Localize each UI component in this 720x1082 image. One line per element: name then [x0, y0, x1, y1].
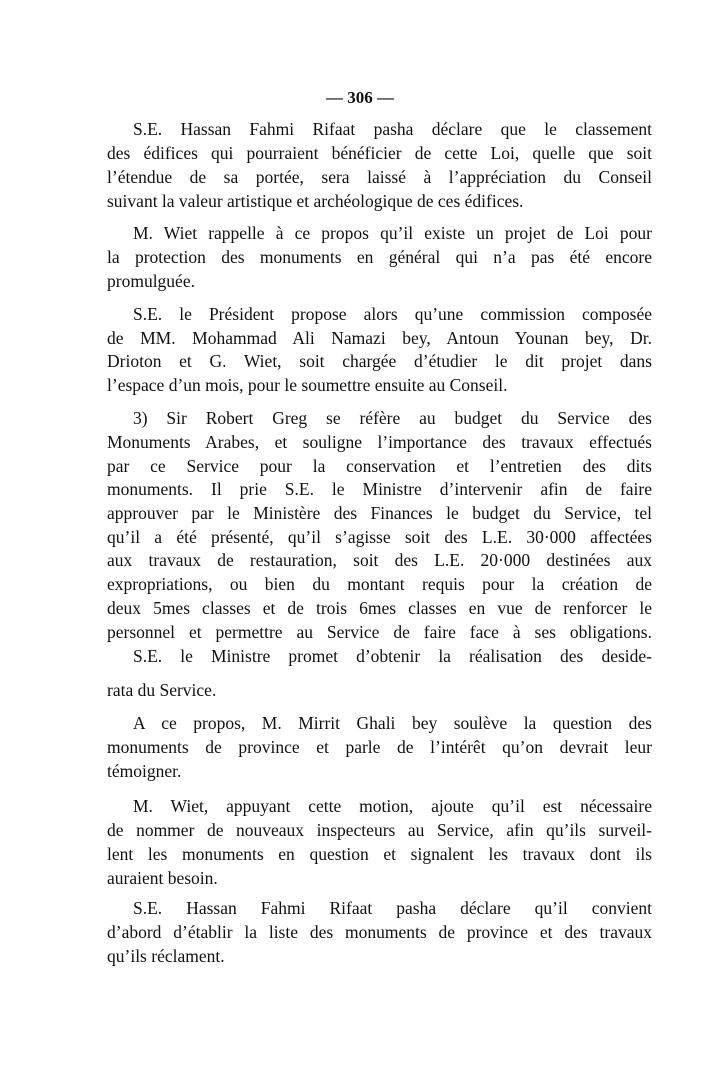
text-line: promulguée. — [107, 271, 195, 291]
text-line: de nommer de nouveaux inspecteurs au Service, afin qu’ils surveil- — [107, 820, 652, 840]
text-line: qu’ils réclament. — [107, 946, 225, 966]
text-line: de MM. Mohammad Ali Namazi bey, Antoun Younan bey, Dr. — [107, 328, 652, 348]
text-line: des édifices qui pourraient bénéficier de cette Loi, quelle que soit — [107, 143, 652, 163]
text-line: expropriations, ou bien du montant requis pour la création de — [107, 574, 652, 594]
text-line: auraient besoin. — [107, 868, 218, 888]
text-line: par ce Service pour la conservation et l’entretien des dits — [107, 456, 652, 476]
text-line: Drioton et G. Wiet, soit chargée d’étudier le dit projet dans — [107, 351, 652, 371]
text-line: qu’il a été présenté, qu’il s’agisse soit des L.E. 30·000 affectées — [107, 527, 652, 547]
text-line: témoigner. — [107, 761, 182, 781]
text-line: S.E. le Président propose alors qu’une commission composée — [133, 304, 652, 324]
text-line: monuments. Il prie S.E. le Ministre d’intervenir afin de faire — [107, 479, 652, 499]
text-line: personnel et permettre au Service de faire face à ses obligations. — [107, 622, 652, 642]
text-line: M. Wiet, appuyant cette motion, ajoute qu’il est nécessaire — [133, 796, 652, 816]
text-line: aux travaux de restauration, soit des L.E. 20·000 destinées aux — [107, 550, 652, 570]
text-line: l’étendue de sa portée, sera laissé à l’appréciation du Conseil — [107, 167, 652, 187]
text-line: l’espace d’un mois, pour le soumettre ensuite au Conseil. — [107, 375, 508, 395]
text-line: rata du Service. — [107, 680, 217, 700]
text-line: lent les monuments en question et signalent les travaux dont ils — [107, 844, 652, 864]
text-line: la protection des monuments en général qui n’a pas été encore — [107, 247, 652, 267]
text-line: Monuments Arabes, et souligne l’importance des travaux effectués — [107, 432, 652, 452]
text-line: A ce propos, M. Mirrit Ghali bey soulève la question des — [133, 713, 652, 733]
text-line: d’abord d’établir la liste des monuments de province et des travaux — [107, 922, 652, 942]
text-line: monuments de province et parle de l’intérêt qu’on devrait leur — [107, 737, 652, 757]
text-line: deux 5mes classes et de trois 6mes classes en vue de renforcer le — [107, 598, 652, 618]
text-line: approuver par le Ministère des Finances le budget du Service, tel — [107, 503, 652, 523]
page-number: — 306 — — [326, 88, 394, 107]
text-line: S.E. Hassan Fahmi Rifaat pasha déclare qu’il convient — [133, 898, 652, 918]
text-line: suivant la valeur artistique et archéologique de ces édifices. — [107, 191, 524, 211]
text-line: 3) Sir Robert Greg se réfère au budget du Service des — [133, 408, 652, 428]
text-line: M. Wiet rappelle à ce propos qu’il existe un projet de Loi pour — [133, 223, 652, 243]
text-line: S.E. Hassan Fahmi Rifaat pasha déclare que le classement — [133, 119, 652, 139]
text-line: S.E. le Ministre promet d’obtenir la réalisation des deside- — [133, 646, 652, 666]
